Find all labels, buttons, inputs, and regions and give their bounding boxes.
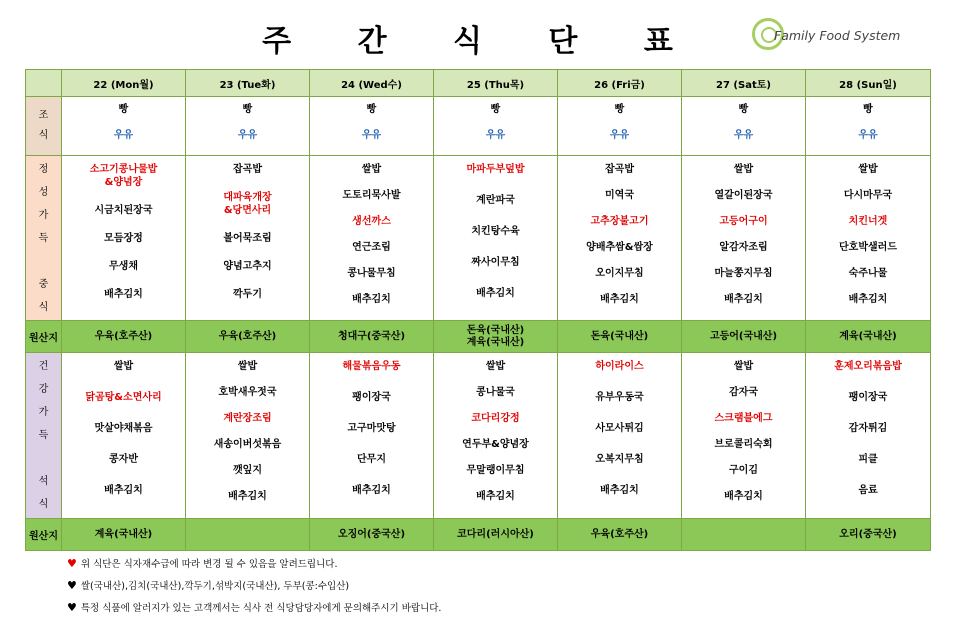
menu-item: 맛살야채볶음: [94, 423, 153, 434]
menu-item: 유부우동국: [595, 392, 644, 403]
origin-cell: 고등어(국내산): [682, 321, 806, 353]
menu-item: 배추김치: [724, 294, 763, 305]
day-header-row: [26, 70, 931, 97]
menu-item: 고추장불고기: [590, 216, 649, 227]
menu-item: 마늘쫑지무침: [714, 268, 773, 279]
menu-item: 훈제오리볶음밥: [834, 361, 902, 372]
menu-item: 우유: [858, 130, 878, 141]
section-label-char: [26, 250, 61, 273]
section-label-char: 가: [38, 407, 49, 418]
section-label-char: 성: [38, 186, 49, 198]
origin-cell: [682, 519, 806, 551]
lunch-origin-row: [26, 321, 931, 353]
menu-item: 쌀밥: [113, 361, 134, 372]
menu-item: 깻잎지: [233, 465, 262, 476]
origin-cell: 우육(호주산): [62, 321, 186, 353]
menu-item: 치킨탕수육: [471, 226, 520, 237]
menu-item: 치킨너겟: [848, 216, 888, 227]
menu-item: 단무지: [357, 454, 386, 465]
menu-item: 오이지무침: [595, 268, 644, 279]
family-food-system-logo: [752, 18, 902, 58]
menu-item: 스크램블에그: [714, 413, 773, 424]
menu-item: 빵: [863, 104, 873, 115]
menu-item: 하이라이스: [595, 361, 644, 372]
menu-item: 빵: [490, 104, 501, 115]
dinner-cell: [806, 353, 931, 519]
menu-item: 오복지무침: [595, 454, 644, 465]
origin-cell: 계육(국내산): [806, 321, 931, 353]
menu-item: 짜사이무침: [471, 257, 520, 268]
section-label-char: [26, 447, 61, 470]
menu-item: 사모사튀김: [595, 423, 644, 434]
section-label-char: 중: [38, 278, 49, 290]
menu-item: 모듬장정: [104, 233, 143, 244]
menu-item: 무말랭이무침: [466, 465, 525, 476]
menu-item: 무생채: [109, 261, 138, 272]
origin-cell: 우육(호주산): [558, 519, 682, 551]
menu-item: 콩나물국: [476, 387, 515, 398]
origin-cell: 계육(국내산): [62, 519, 186, 551]
menu-item: 코다리강정: [471, 413, 520, 424]
corner-cell: [26, 70, 62, 97]
menu-item: 쌀밥: [485, 361, 506, 372]
day-header: 27 (Sat토): [682, 70, 806, 97]
dinner-cell: [434, 353, 558, 519]
note-text: 쌀(국내산),김치(국내산),깍두기,섞박지(국내산), 두부(콩:수입산): [80, 581, 350, 592]
origin-cell: 청대구(중국산): [310, 321, 434, 353]
dinner-cell: [62, 353, 186, 519]
menu-item: 새송이버섯볶음: [213, 439, 282, 450]
menu-item: 깍두기: [233, 289, 262, 300]
day-header: 24 (Wed수): [310, 70, 434, 97]
menu-item: 닭곰탕&소면사리: [85, 392, 162, 403]
section-label-char: 득: [38, 232, 49, 244]
menu-item: 마파두부덮밥: [466, 164, 525, 175]
menu-item: 우유: [733, 130, 754, 141]
menu-item: 해물볶음우동: [342, 361, 401, 372]
menu-item: 연두부&양념장: [462, 439, 529, 450]
breakfast-row: [26, 97, 931, 156]
menu-item: 단호박샐러드: [839, 242, 897, 253]
menu-item: 소고기콩나물밥 &양념장: [89, 164, 158, 188]
dinner-cell: [558, 353, 682, 519]
menu-item: 배추김치: [352, 294, 391, 305]
menu-item: 도토리묵사발: [342, 190, 401, 201]
lunch-cell: [434, 156, 558, 321]
menu-item: 열갈이된장국: [714, 190, 773, 201]
dinner-cell: [186, 353, 310, 519]
menu-item: 배추김치: [476, 491, 515, 502]
menu-item: 배추김치: [848, 294, 888, 305]
menu-item: 배추김치: [104, 289, 143, 300]
menu-item: 구이김: [729, 465, 758, 476]
menu-item: 계란장조림: [223, 413, 272, 424]
origin-cell: 돈육(국내산) 계육(국내산): [434, 321, 558, 353]
lunch-row: [26, 156, 931, 321]
origin-label: 원산지: [26, 321, 62, 353]
menu-item: 배추김치: [228, 491, 267, 502]
menu-item: 양념고추지: [223, 261, 272, 272]
origin-cell: 돈육(국내산): [558, 321, 682, 353]
menu-item: 우유: [361, 130, 382, 141]
menu-item: 우유: [609, 130, 630, 141]
menu-item: 콩자반: [109, 454, 138, 465]
menu-item: 빵: [366, 104, 377, 115]
menu-item: 우유: [113, 130, 134, 141]
lunch-cell: [186, 156, 310, 321]
lunch-label: [26, 156, 62, 321]
section-label-char: 식: [38, 301, 49, 313]
section-label-char: 식: [38, 130, 49, 141]
menu-item: 배추김치: [476, 288, 515, 299]
logo-text: Family Food System: [774, 28, 901, 43]
menu-item: 쌀밥: [361, 164, 382, 175]
menu-item: 숙주나물: [848, 268, 888, 279]
lunch-cell: [310, 156, 434, 321]
breakfast-cell: [310, 97, 434, 156]
menu-item: 배추김치: [352, 485, 391, 496]
menu-item: 알감자조림: [719, 242, 768, 253]
menu-item: 우유: [237, 130, 258, 141]
menu-item: 감자튀김: [848, 423, 888, 434]
note: [67, 597, 441, 619]
menu-item: 계란파국: [476, 195, 515, 206]
breakfast-cell: [558, 97, 682, 156]
note-text: 특정 식품에 알러지가 있는 고객께서는 식사 전 식당담당자에게 문의해주시기 바랍니다.: [80, 603, 442, 614]
menu-item: 쌀밥: [733, 361, 754, 372]
page-title: 주 간 식 단 표: [262, 24, 701, 59]
breakfast-cell: [62, 97, 186, 156]
heart-icon: ♥: [67, 557, 77, 570]
origin-cell: 오리(중국산): [806, 519, 931, 551]
dinner-origin-row: [26, 519, 931, 551]
breakfast-cell: [806, 97, 931, 156]
section-label-char: 득: [38, 430, 49, 441]
dinner-label: [26, 353, 62, 519]
lunch-cell: [558, 156, 682, 321]
weekly-menu-table: [25, 69, 931, 551]
breakfast-cell: [682, 97, 806, 156]
section-label-char: 식: [38, 499, 49, 510]
section-label-char: 석: [38, 476, 49, 487]
day-header: 26 (Fri금): [558, 70, 682, 97]
section-label-char: 강: [38, 384, 49, 395]
menu-item: 호박새우젓국: [218, 387, 277, 398]
menu-item: 우유: [485, 130, 506, 141]
menu-item: 고등어구이: [719, 216, 768, 227]
menu-item: 빵: [738, 104, 749, 115]
section-label-char: 정: [38, 163, 49, 175]
note: [67, 553, 441, 575]
day-header: 22 (Mon월): [62, 70, 186, 97]
lunch-cell: [806, 156, 931, 321]
origin-label: 원산지: [26, 519, 62, 551]
heart-icon: ♥: [67, 579, 77, 592]
menu-item: 쌀밥: [858, 164, 878, 175]
menu-item: 빵: [242, 104, 253, 115]
origin-cell: 우육(호주산): [186, 321, 310, 353]
breakfast-cell: [186, 97, 310, 156]
menu-item: 쌀밥: [733, 164, 754, 175]
lunch-cell: [682, 156, 806, 321]
menu-item: 생선까스: [352, 216, 391, 227]
breakfast-cell: [434, 97, 558, 156]
section-label-char: 가: [38, 209, 49, 221]
menu-item: 빵: [614, 104, 625, 115]
origin-cell: [186, 519, 310, 551]
menu-item: 빵: [118, 104, 129, 115]
menu-item: 감자국: [729, 387, 758, 398]
menu-item: 배추김치: [724, 491, 763, 502]
menu-item: 음료: [858, 485, 878, 496]
menu-item: 고구마맛탕: [347, 423, 396, 434]
menu-item: 대파육개장 &당면사리: [223, 192, 272, 216]
menu-item: 배추김치: [600, 485, 639, 496]
menu-item: 배추김치: [104, 485, 143, 496]
dinner-row: [26, 353, 931, 519]
menu-item: 배추김치: [600, 294, 639, 305]
menu-item: 시금치된장국: [94, 205, 153, 216]
section-label-char: 조: [38, 110, 49, 121]
menu-item: 팽이장국: [352, 392, 391, 403]
menu-item: 잡곡밥: [605, 164, 634, 175]
notes: [67, 553, 441, 619]
menu-item: 연근조림: [352, 242, 391, 253]
lunch-cell: [62, 156, 186, 321]
menu-item: 쌀밥: [237, 361, 258, 372]
menu-item: 볼어묵조림: [223, 233, 272, 244]
origin-cell: 코다리(러시아산): [434, 519, 558, 551]
origin-cell: 오징어(중국산): [310, 519, 434, 551]
menu-item: 미역국: [605, 190, 634, 201]
menu-item: 팽이장국: [848, 392, 888, 403]
dinner-cell: [682, 353, 806, 519]
menu-item: 브로콜리숙회: [714, 439, 773, 450]
note: [67, 575, 441, 597]
menu-item: 다시마무국: [843, 190, 893, 201]
breakfast-label: [26, 97, 62, 156]
menu-item: 잡곡밥: [233, 164, 262, 175]
day-header: 28 (Sun일): [806, 70, 931, 97]
note-text: 위 식단은 식자재수급에 따라 변경 될 수 있음을 알려드립니다.: [80, 559, 338, 570]
menu-item: 피클: [858, 454, 878, 465]
day-header: 25 (Thu목): [434, 70, 558, 97]
heart-icon: ♥: [67, 601, 77, 614]
menu-item: 양배추쌈&쌈장: [586, 242, 653, 253]
day-header: 23 (Tue화): [186, 70, 310, 97]
section-label-char: 건: [38, 361, 49, 372]
menu-item: 콩나물무침: [347, 268, 396, 279]
dinner-cell: [310, 353, 434, 519]
